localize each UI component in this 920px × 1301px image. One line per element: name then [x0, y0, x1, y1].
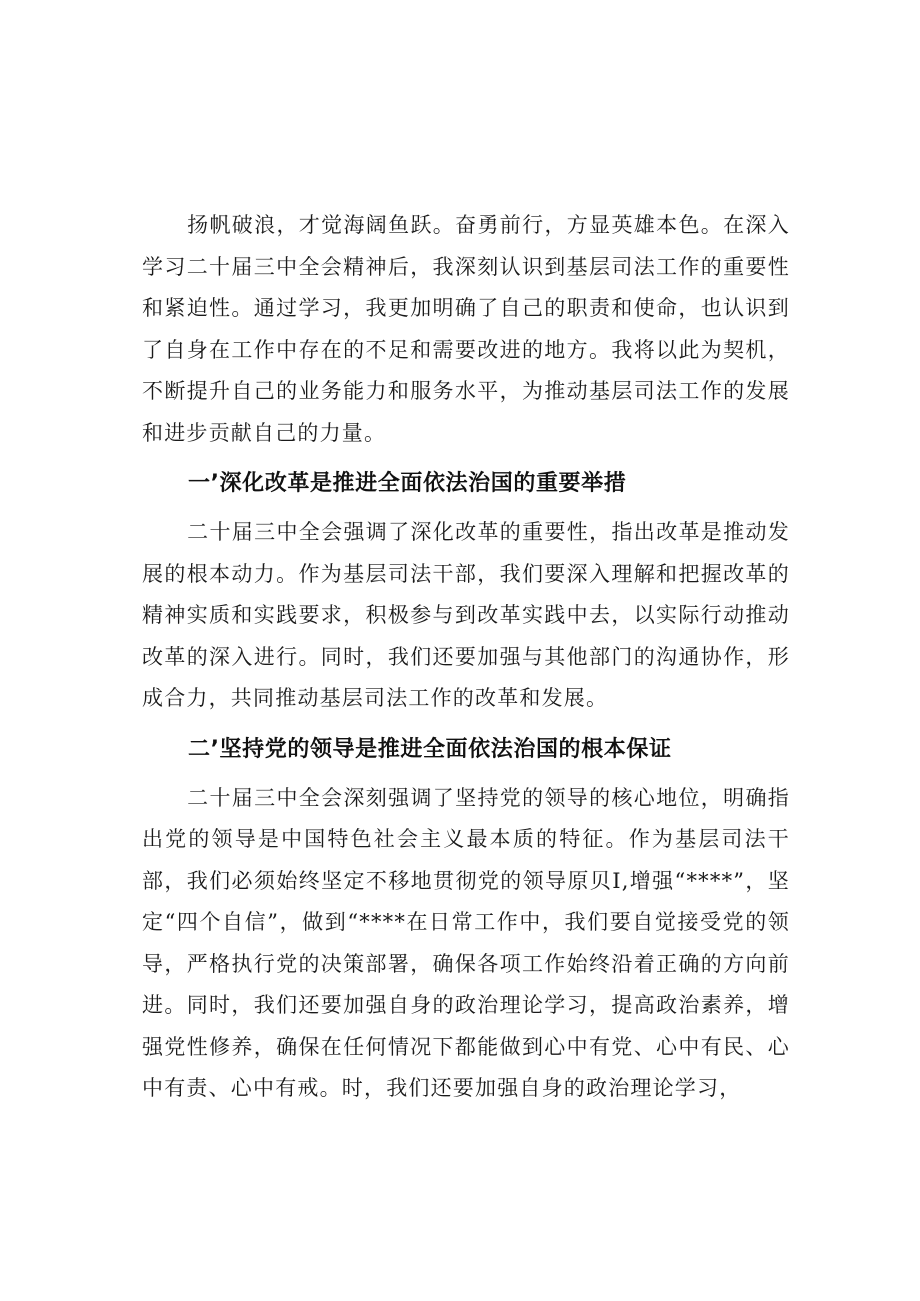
section-heading-1: 一’深化改革是推进全面依法治国的重要举措 [188, 471, 627, 496]
section-body-2: 二十届三中全会深刻强调了坚持党的领导的核心地位，明确指出党的领导是中国特色社会主义最本质的特征。作为基层司法干部，我们必须始终坚定不移地贯彻党的领导原贝I,增强“****”，坚定“四个自信”，做到“****在日常工作中，我们要自觉接受党的领导，严格执行党的决策部署，确保各项工作始终沿着正确的方向前进。同时，我们还要加强自身的政治理论学习，提高政治素养，增强党性修养，确保在任何情况下都能做到心中有党、心中有民、心中有责、心中有戒。时，我们还要加强自身的政治理论学习， [142, 785, 790, 1100]
section-body-1: 二十届三中全会强调了深化改革的重要性，指出改革是推动发展的根本动力。作为基层司法干部，我们要深入理解和把握改革的精神实质和实践要求，积极参与到改革实践中去，以实际行动推动改革的深入进行。同时，我们还要加强与其他部门的沟通协作，形成合力，共同推动基层司法工作的改革和发展。 [142, 520, 790, 710]
intro-paragraph: 扬帆破浪，才觉海阔鱼跃。奋勇前行，方显英雄本色。在深入学习二十届三中全会精神后，我深刻认识到基层司法工作的重要性和紧迫性。通过学习，我更加明确了自己的职责和使命，也认识到了自身在工作中存在的不足和需要改进的地方。我将以此为契机，不断提升自己的业务能力和服务水平，为推动基层司法工作的发展和进步贡献自己的力量。 [142, 213, 790, 445]
section-heading-2: 二’坚持党的领导是推进全面依法治国的根本保证 [188, 736, 672, 762]
document-body [142, 205, 790, 1110]
